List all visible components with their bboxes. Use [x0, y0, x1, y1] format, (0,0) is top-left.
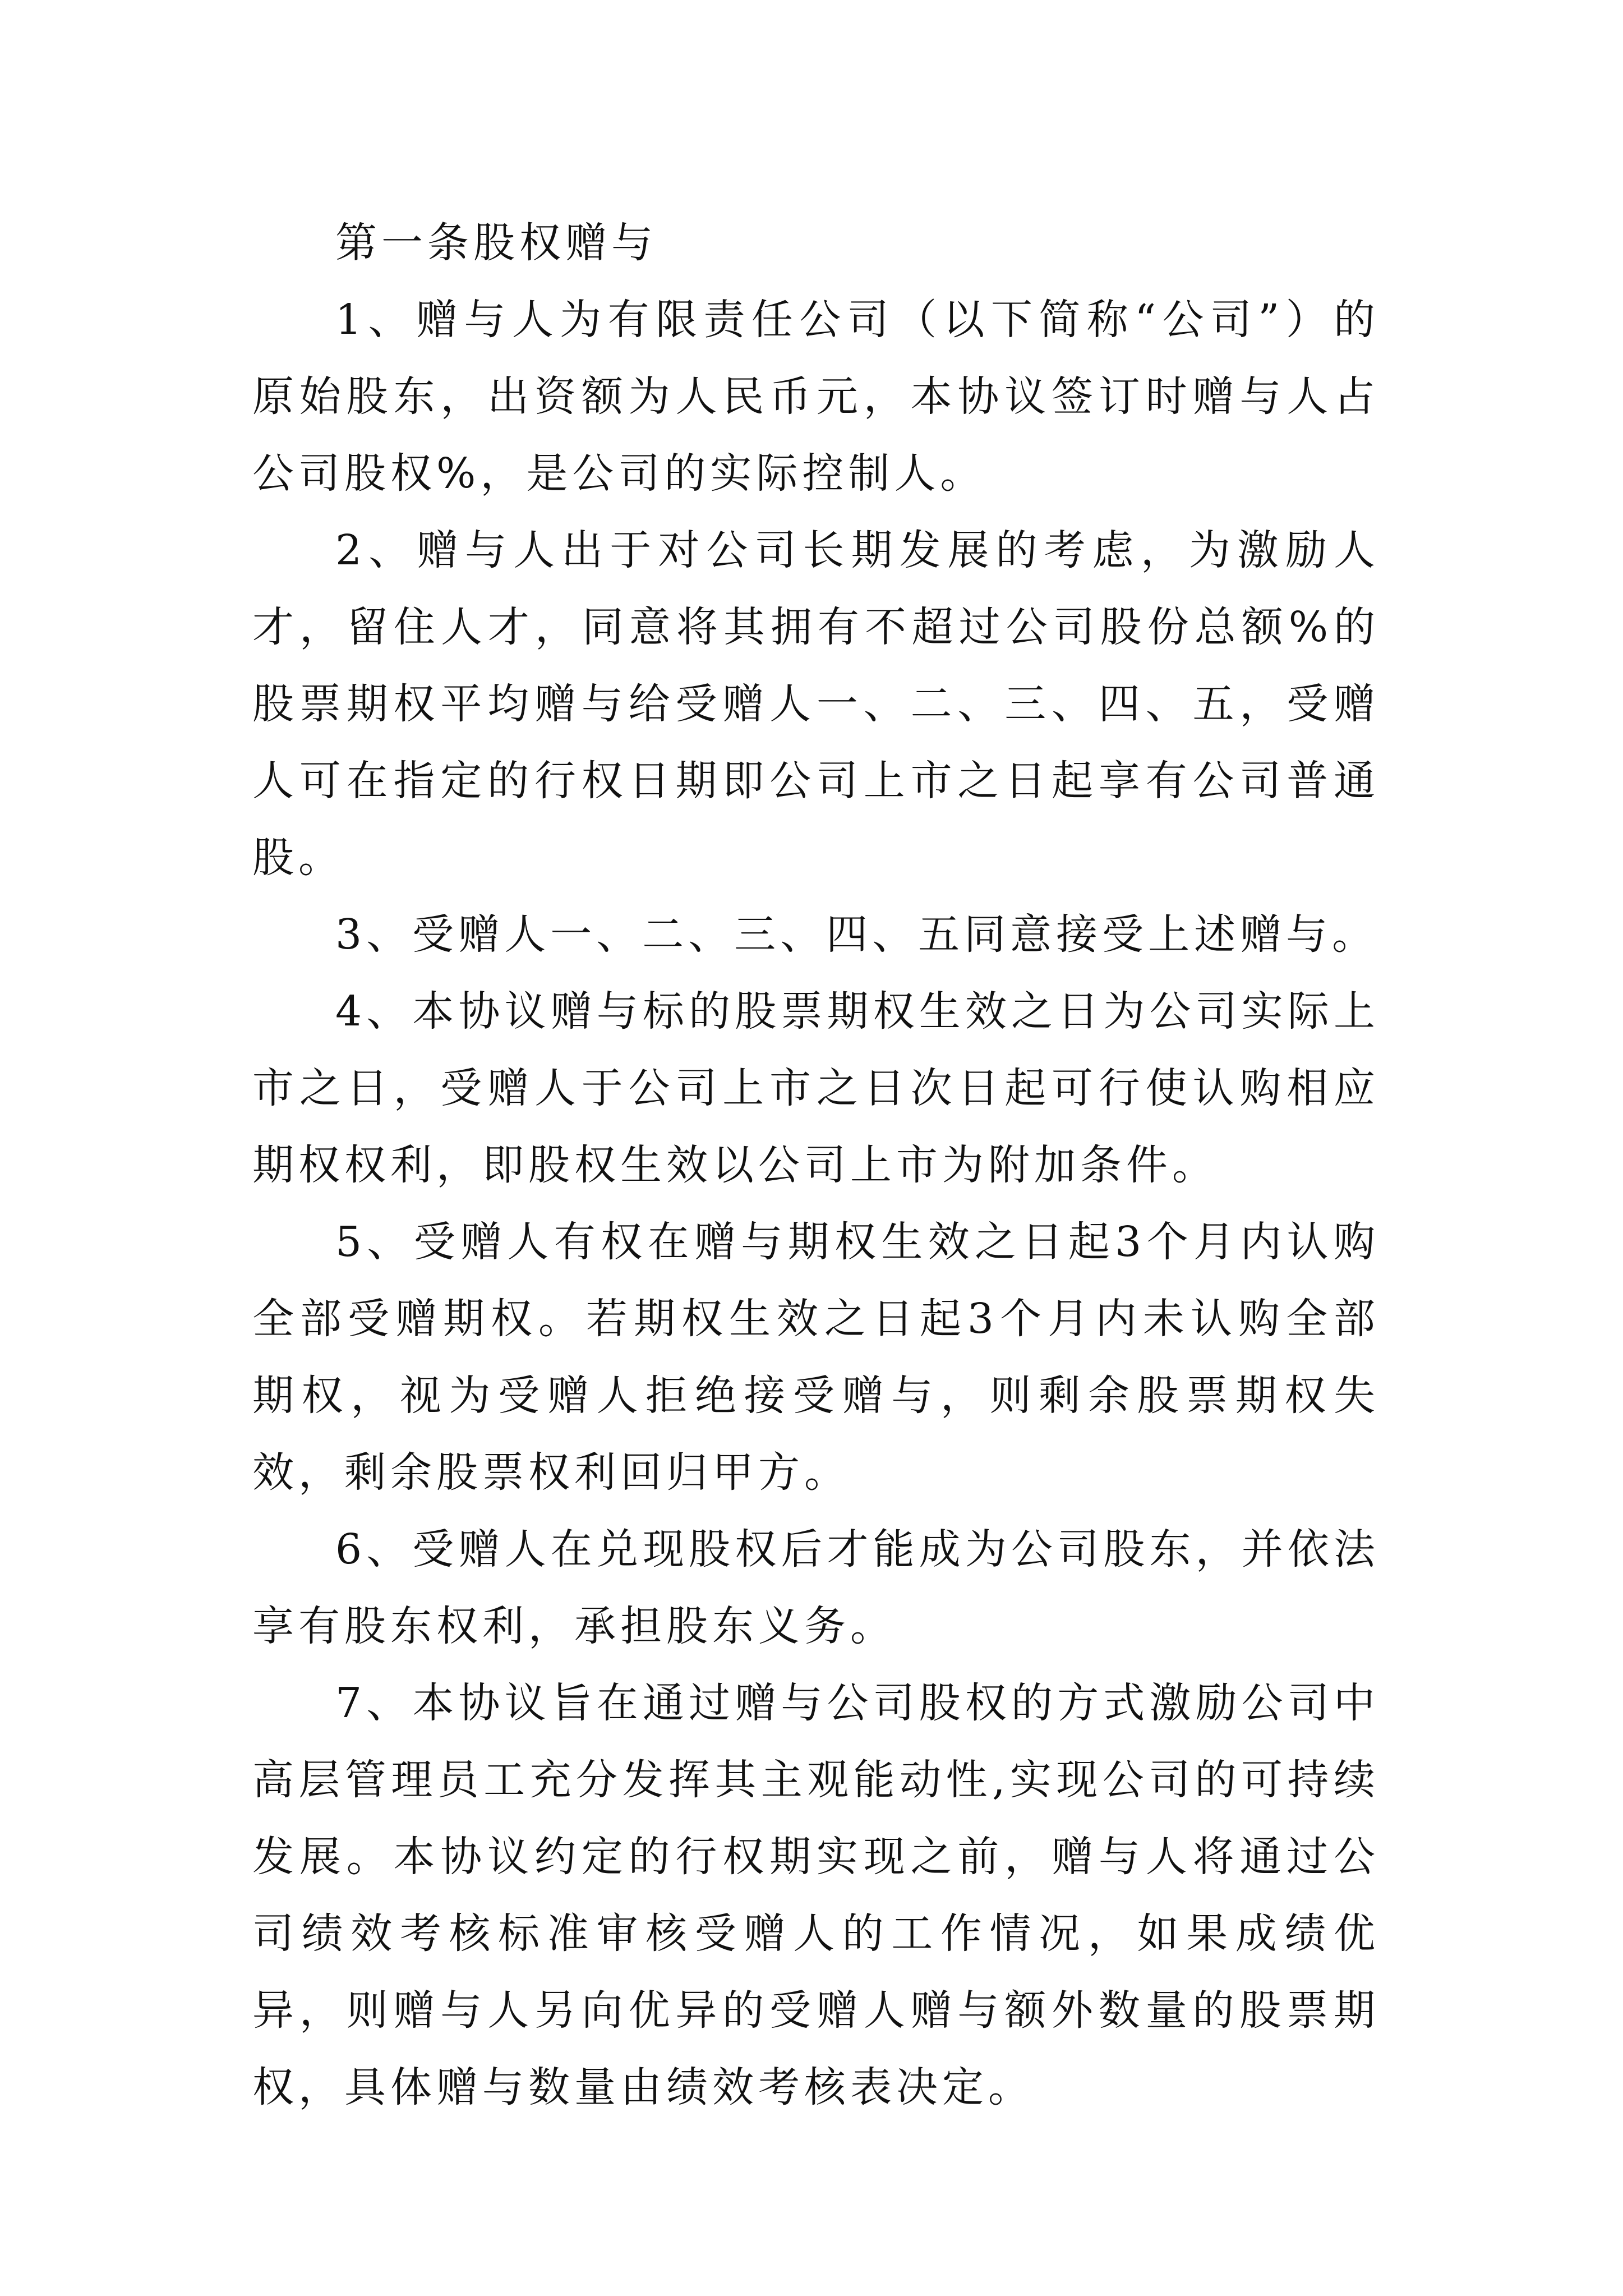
clause-7: 7、本协议旨在通过赠与公司股权的方式激励公司中高层管理员工充分发挥其主观能动性,实现公司的可持续发展。本协议约定的行权期实现之前，赠与人将通过公司绩效考核标准审核受赠人的工作情况，如果成绩优异，则赠与人另向优异的受赠人赠与额外数量的股票期权，具体赠与数量由绩效考核表决定。	[252, 1679, 1380, 2111]
clause-3: 3、受赠人一、二、三、四、五同意接受上述赠与。	[335, 910, 1378, 959]
clause-5: 5、受赠人有权在赠与期权生效之日起3个月内认购全部受赠期权。若期权生效之日起3个月内未认购全部期权，视为受赠人拒绝接受赠与，则剩余股票期权失效，剩余股票权利回归甲方。	[252, 1218, 1380, 1497]
document-body	[252, 205, 1380, 2126]
section-heading: 第一条股权赠与	[335, 219, 657, 267]
clause-4: 4、本协议赠与标的股票期权生效之日为公司实际上市之日，受赠人于公司上市之日次日起可行使认购相应期权权利，即股权生效以公司上市为附加条件。	[252, 987, 1380, 1189]
clause-2: 2、赠与人出于对公司长期发展的考虑，为激励人才，留住人才，同意将其拥有不超过公司股份总额%的股票期权平均赠与给受赠人一、二、三、四、五，受赠人可在指定的行权日期即公司上市之日起享有公司普通股。	[252, 526, 1380, 882]
clause-1: 1、赠与人为有限责任公司（以下简称“公司”）的原始股东，出资额为人民币元，本协议签订时赠与人占公司股权%，是公司的实际控制人。	[252, 296, 1380, 498]
clause-6: 6、受赠人在兑现股权后才能成为公司股东，并依法享有股东权利，承担股东义务。	[252, 1525, 1380, 1650]
